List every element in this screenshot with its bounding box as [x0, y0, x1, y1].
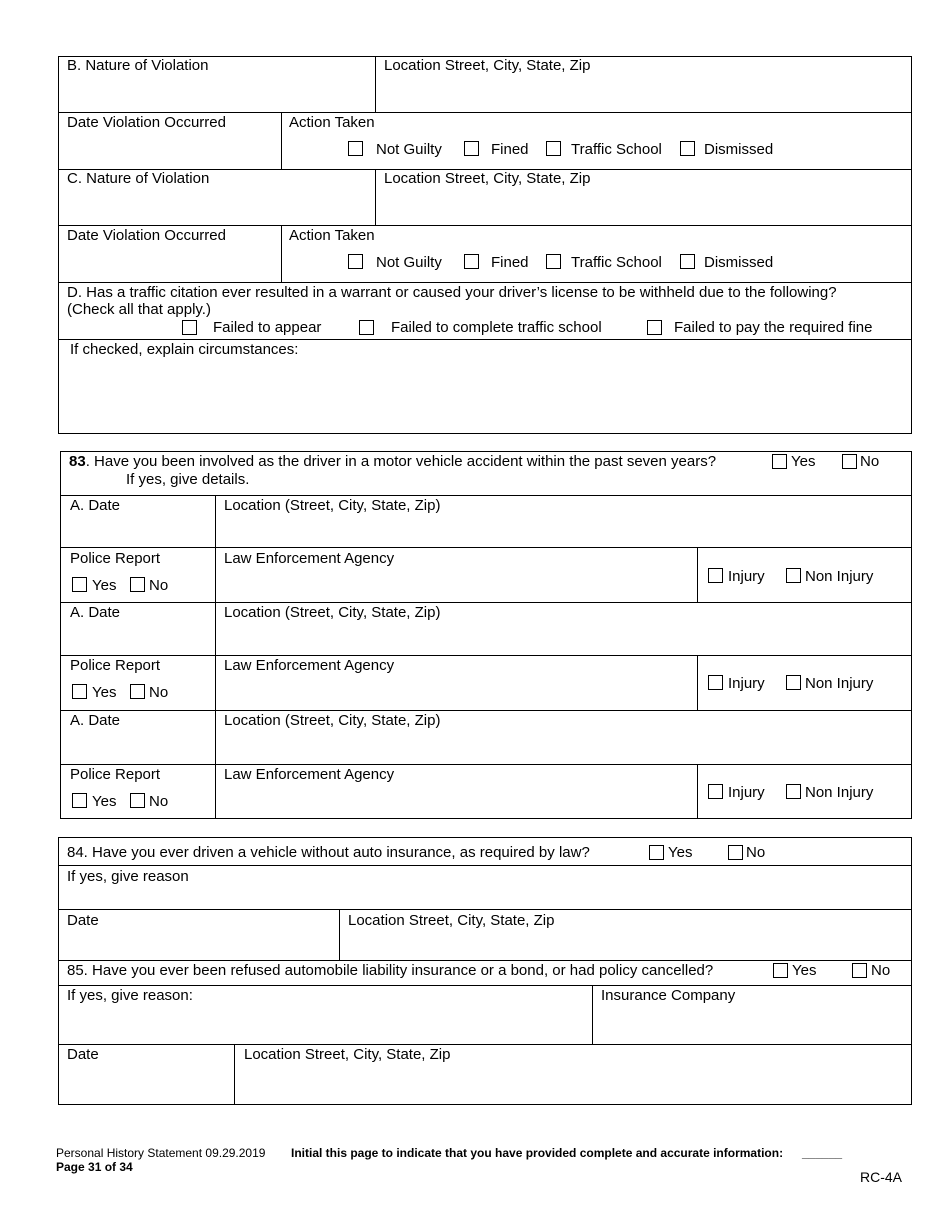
accident-1-police-report-label: Police Report [70, 550, 161, 567]
q83-followup: If yes, give details. [126, 471, 250, 488]
divider [215, 495, 216, 819]
q84-yes-label: Yes [668, 844, 693, 861]
divider [339, 909, 340, 960]
violation-b-not-guilty-checkbox[interactable] [348, 141, 363, 156]
violation-c-dismissed-label: Dismissed [704, 254, 774, 271]
failed-traffic-school-checkbox[interactable] [359, 320, 374, 335]
divider [697, 764, 698, 819]
q85-yes-label: Yes [792, 962, 817, 979]
accident-2-date-label: A. Date [70, 604, 121, 621]
accident-1-injury-label: Injury [728, 568, 765, 585]
accident-3-police-yes-label: Yes [92, 793, 117, 810]
q84-no-label: No [746, 844, 766, 861]
violation-c-traffic-school-checkbox[interactable] [546, 254, 561, 269]
violation-b-traffic-school-checkbox[interactable] [546, 141, 561, 156]
divider [60, 764, 912, 765]
accident-1-agency-label: Law Enforcement Agency [224, 550, 395, 567]
q84-no-checkbox[interactable] [728, 845, 743, 860]
accident-3-location-label: Location (Street, City, State, Zip) [224, 712, 441, 729]
violation-c-not-guilty-checkbox[interactable] [348, 254, 363, 269]
divider [58, 112, 912, 113]
violation-c-dismissed-checkbox[interactable] [680, 254, 695, 269]
accident-2-police-yes-checkbox[interactable] [72, 684, 87, 699]
accident-2-police-no-checkbox[interactable] [130, 684, 145, 699]
accident-2-injury-checkbox[interactable] [708, 675, 723, 690]
divider [60, 710, 912, 711]
accident-3-police-no-checkbox[interactable] [130, 793, 145, 808]
violation-b-fined-label: Fined [491, 141, 529, 158]
divider [697, 547, 698, 602]
violation-b-action-label: Action Taken [289, 114, 375, 131]
q83-question [69, 453, 716, 470]
accident-1-police-yes-label: Yes [92, 577, 117, 594]
q84-yes-checkbox[interactable] [649, 845, 664, 860]
violation-c-date-label: Date Violation Occurred [67, 227, 226, 244]
q85-yes-checkbox[interactable] [773, 963, 788, 978]
accident-1-non-injury-label: Non Injury [805, 568, 874, 585]
q83-question-text: . Have you been involved as the driver in a motor vehicle accident within the past seven years? [85, 453, 717, 470]
violation-b-traffic-school-label: Traffic School [571, 141, 662, 158]
accident-3-police-report-label: Police Report [70, 766, 161, 783]
divider [697, 655, 698, 710]
accident-2-non-injury-label: Non Injury [805, 675, 874, 692]
failed-to-pay-fine-checkbox[interactable] [647, 320, 662, 335]
q85-no-label: No [871, 962, 891, 979]
accident-3-agency-label: Law Enforcement Agency [224, 766, 395, 783]
q84-date-label: Date [67, 912, 99, 929]
divider [375, 169, 376, 225]
q84-question: 84. Have you ever driven a vehicle without auto insurance, as required by law? [67, 844, 590, 861]
accident-3-injury-checkbox[interactable] [708, 784, 723, 799]
violation-b-nature-label: B. Nature of Violation [67, 57, 209, 74]
divider [58, 1044, 912, 1045]
accident-2-agency-label: Law Enforcement Agency [224, 657, 395, 674]
q83-no-checkbox[interactable] [842, 454, 857, 469]
accident-2-police-yes-label: Yes [92, 684, 117, 701]
violation-c-nature-label: C. Nature of Violation [67, 170, 210, 187]
violation-c-fined-checkbox[interactable] [464, 254, 479, 269]
violation-b-dismissed-checkbox[interactable] [680, 141, 695, 156]
section-d-question: D. Has a traffic citation ever resulted in a warrant or caused your driver’s license to be withheld due to the following? [67, 284, 837, 301]
accident-1-police-no-checkbox[interactable] [130, 577, 145, 592]
accident-2-location-label: Location (Street, City, State, Zip) [224, 604, 441, 621]
q85-date-label: Date [67, 1046, 99, 1063]
footer-form-code: RC-4A [860, 1169, 903, 1185]
q84-location-label: Location Street, City, State, Zip [348, 912, 555, 929]
violation-c-fined-label: Fined [491, 254, 529, 271]
divider [281, 112, 282, 169]
q85-insurance-company-label: Insurance Company [601, 987, 736, 1004]
accident-3-date-label: A. Date [70, 712, 121, 729]
q83-no-label: No [860, 453, 880, 470]
violation-b-dismissed-label: Dismissed [704, 141, 774, 158]
accident-1-injury-checkbox[interactable] [708, 568, 723, 583]
accident-1-non-injury-checkbox[interactable] [786, 568, 801, 583]
violation-c-action-label: Action Taken [289, 227, 375, 244]
footer-initial-blank[interactable]: ______ [802, 1146, 843, 1160]
divider [592, 985, 593, 1044]
divider [58, 960, 912, 961]
accident-3-injury-label: Injury [728, 784, 765, 801]
accident-3-police-yes-checkbox[interactable] [72, 793, 87, 808]
accident-1-police-no-label: No [149, 577, 169, 594]
footer-form-name: Personal History Statement 09.29.2019 [56, 1146, 266, 1160]
q84-reason-label: If yes, give reason [67, 868, 189, 885]
violation-b-fined-checkbox[interactable] [464, 141, 479, 156]
q85-no-checkbox[interactable] [852, 963, 867, 978]
accident-1-date-label: A. Date [70, 497, 121, 514]
accident-2-non-injury-checkbox[interactable] [786, 675, 801, 690]
section-d-question-note: (Check all that apply.) [67, 301, 211, 318]
accident-3-non-injury-checkbox[interactable] [786, 784, 801, 799]
violation-c-not-guilty-label: Not Guilty [376, 254, 442, 271]
q85-reason-label: If yes, give reason: [67, 987, 193, 1004]
explain-circumstances-label: If checked, explain circumstances: [70, 341, 299, 358]
failed-traffic-school-label: Failed to complete traffic school [391, 319, 602, 336]
violation-b-date-label: Date Violation Occurred [67, 114, 226, 131]
divider [60, 547, 912, 548]
divider [58, 339, 912, 340]
divider [375, 56, 376, 112]
violation-c-location-label: Location Street, City, State, Zip [384, 170, 591, 187]
divider [281, 225, 282, 282]
accident-3-police-no-label: No [149, 793, 169, 810]
divider [58, 985, 912, 986]
q83-number: 83 [69, 453, 86, 470]
divider [60, 495, 912, 496]
q85-question: 85. Have you ever been refused automobile liability insurance or a bond, or had policy cancelled? [67, 962, 714, 979]
divider [60, 602, 912, 603]
q83-yes-checkbox[interactable] [772, 454, 787, 469]
divider [60, 655, 912, 656]
accident-2-police-report-label: Police Report [70, 657, 161, 674]
explain-circumstances-field[interactable] [62, 358, 908, 430]
q83-yes-label: Yes [791, 453, 816, 470]
accident-3-non-injury-label: Non Injury [805, 784, 874, 801]
divider [58, 282, 912, 283]
failed-to-appear-label: Failed to appear [213, 319, 322, 336]
accident-1-police-yes-checkbox[interactable] [72, 577, 87, 592]
q85-location-label: Location Street, City, State, Zip [244, 1046, 451, 1063]
violation-c-traffic-school-label: Traffic School [571, 254, 662, 271]
divider [234, 1044, 235, 1105]
violation-b-not-guilty-label: Not Guilty [376, 141, 442, 158]
divider [58, 225, 912, 226]
divider [58, 865, 912, 866]
footer-initial-text: Initial this page to indicate that you have provided complete and accurate information: [291, 1146, 784, 1160]
accident-2-police-no-label: No [149, 684, 169, 701]
violation-b-location-label: Location Street, City, State, Zip [384, 57, 591, 74]
footer-page-number: Page 31 of 34 [56, 1160, 133, 1174]
failed-to-appear-checkbox[interactable] [182, 320, 197, 335]
failed-to-pay-fine-label: Failed to pay the required fine [674, 319, 873, 336]
divider [58, 909, 912, 910]
accident-2-injury-label: Injury [728, 675, 765, 692]
accident-1-location-label: Location (Street, City, State, Zip) [224, 497, 441, 514]
